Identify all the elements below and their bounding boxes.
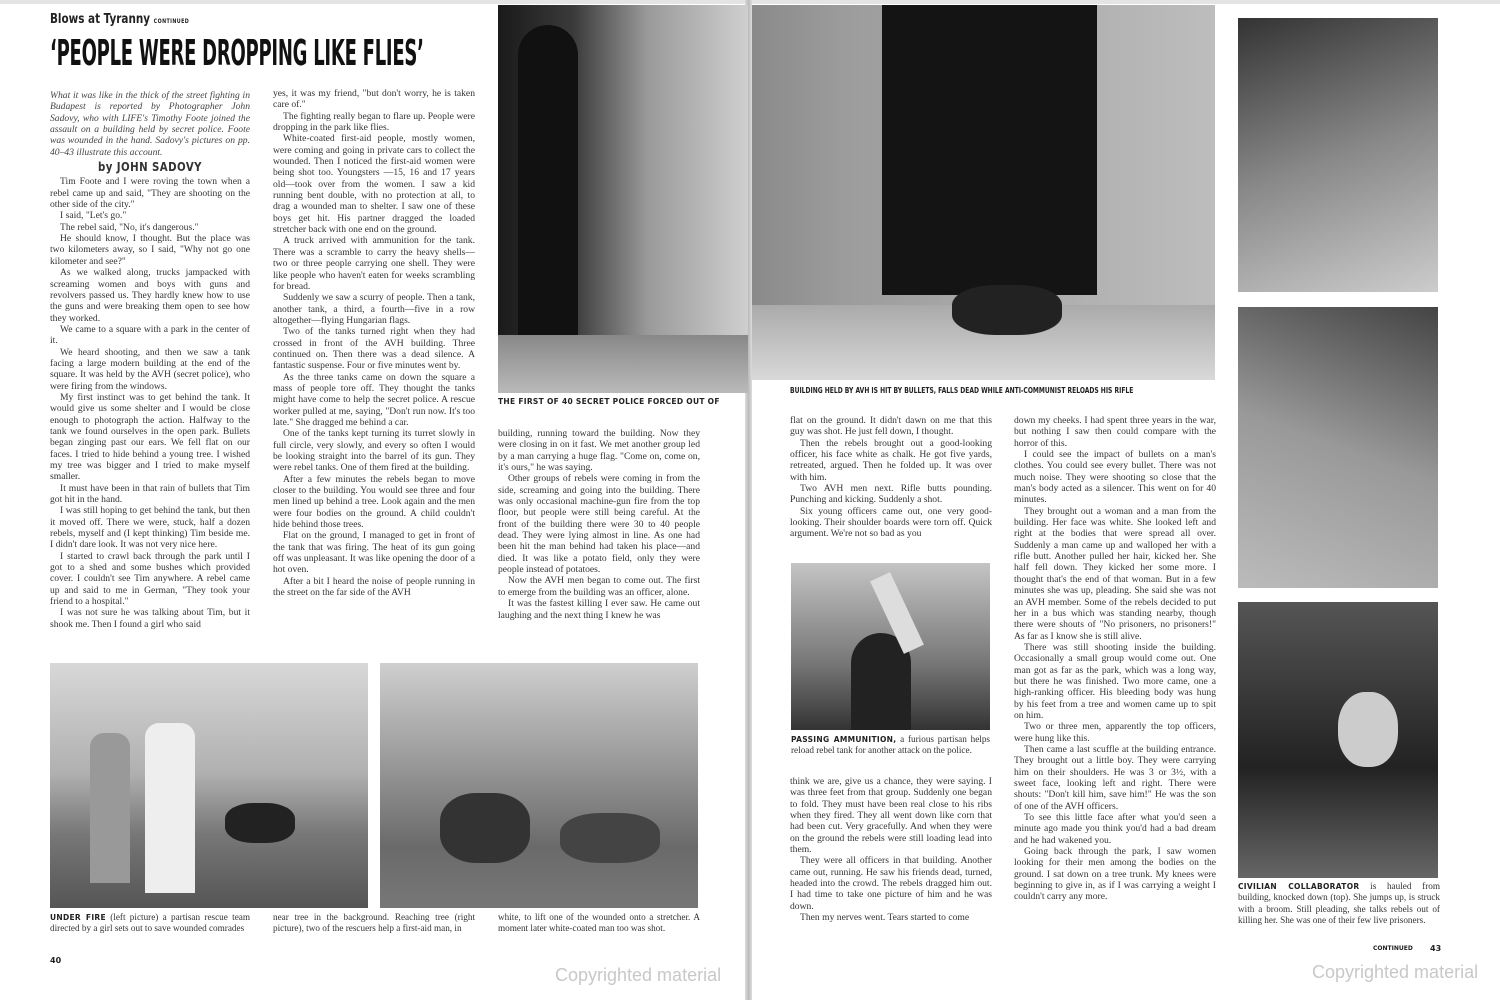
column-1	[50, 90, 250, 630]
kicker-continued: CONTINUED	[153, 18, 190, 25]
photo-caption-first-police: THE FIRST OF 40 SECRET POLICE FORCED OUT OF	[498, 397, 720, 406]
photo-under-fire-left	[50, 663, 368, 908]
paragraph: Other groups of rebels were coming in from the side, screaming and going into the building. There was only occasional machine-gun fire from the top floor, but people were still being careful. At the front of the building there were 30 to 40 people dead. They were lying almost in line. As one had been hit the man behind had taken his place—and died. It was like a potato field, only they were people instead of potatoes.	[498, 473, 700, 576]
photo-collaborator-bottom	[1238, 602, 1438, 878]
photo-avh-building	[752, 5, 1215, 380]
page-number-right: 43	[1430, 944, 1442, 953]
paragraph: To see this little face after what you'd seen a minute ago made you think you'd had a bad dream and he had wakened you.	[1014, 812, 1216, 846]
paragraph: As the three tanks came on down the square a mass of people tore off. They thought the tanks might have come to help the secret police. A rescue worker pulled at me, saying, "Don't run now. It's too late." She dragged me behind a car.	[273, 371, 475, 428]
caption-text: (left picture) a partisan rescue team directed by a girl sets out to save wounded comrades	[50, 912, 250, 934]
paragraph: My first instinct was to get behind the tank. It would give us some shelter and I would be close enough to photograph the action. Halfway to the tank we found ourselves in the open park. Bullets began zinging past our ears. We fell flat on our faces. I tried to hide behind a young tree. I wished my tree was bigger and I tried to make myself smaller.	[50, 391, 250, 483]
paragraph: Now the AVH men began to come out. The first to emerge from the building was an officer, alone.	[498, 575, 700, 598]
page-number-left: 40	[50, 956, 62, 965]
paragraph: yes, it was my friend, "but don't worry, he is taken care of."	[273, 88, 475, 111]
section-kicker	[50, 12, 189, 27]
column-4b	[790, 776, 992, 923]
photo-passing-ammunition	[791, 563, 990, 730]
paragraph: The fighting really began to flare up. People were dropping in the park like flies.	[273, 110, 475, 134]
paragraph: Flat on the ground, I managed to get in front of the tank that was firing. The heat of its gun going off was unpleasant. It was like opening the door of a hot oven.	[273, 530, 475, 576]
paragraph: down my cheeks. I had spent three years in the war, but nothing I saw then could compare with the horror of this.	[1014, 415, 1216, 449]
paragraph: A truck arrived with ammunition for the tank. There was a scramble to carry the heavy shells—two or three people carrying one shell. They were like people who haven't eaten for weeks scrambling for bread.	[273, 235, 475, 292]
caption-lead: PASSING AMMUNITION,	[791, 735, 897, 744]
paragraph: I was still hoping to get behind the tank, but then it moved off. There we were, stuck, half a dozen rebels, myself and (I kept thinking) Tim beside me. I didn't dare look. It was not very nice here.	[50, 505, 250, 551]
photo-collaborator-middle	[1238, 307, 1438, 588]
continued-label: CONTINUED	[1373, 945, 1413, 952]
paragraph: Two or three men, apparently the top officers, were hung like this.	[1014, 721, 1216, 744]
column-3	[498, 428, 700, 621]
column-4a	[790, 415, 992, 540]
paragraph: They brought out a woman and a man from the building. Her face was white. She looked left and right at the bodies that were spread all over. Suddenly a man came up and walloped her with a rifle butt. Another pulled her hair, kicked her. She half fell down. They kicked her some more. I thought that's the end of that woman. But in a few minutes she was up, pleading. She said she was not an AVH member. Some of the rebels decided to put her in a bus which was standing nearby, though there were shouts of "No prisoners, no prisoners!" As far as I know she is still alive.	[1014, 505, 1216, 642]
paragraph: After a few minutes the rebels began to move closer to the building. You would see three and four men lined up behind a tree. Look again and the men were four bodies on the ground. A child couldn't hide behind those trees.	[273, 473, 475, 531]
paragraph: We came to a square with a park in the center of it.	[50, 323, 250, 347]
paragraph: Two of the tanks turned right when they had crossed in front of the AVH building. Three continued on. Then there was a dead silence. A fantastic suspense. Four or five minutes went by.	[273, 326, 475, 372]
paragraph: I was not sure he was talking about Tim, but it shook me. Then I found a girl who said	[50, 607, 250, 630]
paragraph: It was the fastest killing I ever saw. He came out laughing and the next thing I knew he was	[498, 598, 700, 621]
paragraph: They were all officers in that building. Another came out, running. He saw his friends dead, turned, headed into the crowd. The rebels dragged him out. I had time to take one picture of him and he was down.	[790, 855, 992, 912]
paragraph: Then my nerves went. Tears started to come	[800, 912, 970, 924]
paragraph: building, running toward the building. Now they were closing in on it fast. We met another group led by a man carrying a huge flag. "Come on, come on, it's ours," he was saying.	[498, 428, 700, 474]
column-5	[1014, 415, 1216, 903]
photo-caption-building: BUILDING HELD BY AVH IS HIT BY BULLETS, FALLS DEAD WHILE ANTI-COMMUNIST RELOADS HIS RIFLE	[790, 386, 1134, 395]
photo-collaborator-top	[1238, 18, 1438, 292]
caption-passing-ammunition	[791, 734, 990, 757]
paragraph: Then the rebels brought out a good-looking officer, his face white as chalk. He got five yards, retreated, argued. Then he folded up. It was over with him.	[790, 437, 992, 483]
paragraph: Going back through the park, I saw women looking for their men among the bodies on the ground. I sat down on a tree trunk. My knees were beginning to give in, as if I was carrying a weight I couldn't carry any more.	[1014, 846, 1216, 903]
column-2	[273, 88, 475, 598]
paragraph: Tim Foote and I were roving the town when a rebel came up and said, "They are shooting on the other side of the city."	[50, 176, 250, 211]
caption-under-fire-2: near tree in the background. Reaching tree (right picture), two of the rescuers help a first-aid man, in	[273, 912, 475, 934]
paragraph: We heard shooting, and then we saw a tank facing a large modern building at the end of the square. It was held by the AVH (secret police), who were firing from the windows.	[50, 346, 250, 392]
paragraph: Six young officers came out, one very good-looking. Their shoulder boards were torn off. Quick argument. We're not so bad as you	[790, 505, 992, 540]
watermark-right: Copyrighted material	[1312, 962, 1479, 982]
headline: ‘PEOPLE WERE DROPPING LIKE FLIES’	[50, 33, 424, 74]
caption-lead: UNDER FIRE	[50, 913, 106, 922]
caption-under-fire-3: white, to lift one of the wounded onto a stretcher. A moment later white-coated man too was shot.	[498, 912, 700, 934]
caption-text: a furious partisan helps reload rebel tank for another attack on the police.	[791, 734, 990, 756]
paragraph: He should know, I thought. But the place was two kilometers away, so I said, "Why not go one kilometer and see?"	[50, 233, 250, 267]
intro-text: What it was like in the thick of the street fighting in Budapest is reported by Photographer John Sadovy, who with LIFE's Timothy Foote joined the assault on a building held by secret police. Foote was wounded in the hand. Sadovy's pictures on pp. 40–43 illustrate this account.	[50, 90, 250, 158]
paragraph: flat on the ground. It didn't dawn on me that this guy was shot. He just fell down, I thought.	[790, 415, 992, 438]
paragraph: Then came a last scuffle at the building entrance. They brought out a little boy. They were carrying him on their shoulders. He was 3 or 3½, with a sweet face, looking left and right. There were shouts: "Don't kill him, save him!" He was the son of one of the AVH officers.	[1014, 743, 1216, 812]
paragraph: White-coated first-aid people, mostly women, were coming and going in private cars to collect the wounded. Then I noticed the first-aid women were being shot too. Youngsters —15, 16 and 17 years old—took over from the women. I saw a kid running bent double, with no protection at all, to drag a wounded man to shelter. I saw one of these boys get hit. His partner dragged the loaded stretcher back with one end on the ground.	[273, 133, 475, 236]
paragraph: One of the tanks kept turning its turret slowly in full circle, very slowly, and every so often I would be looking straight into the barrel of its gun. They were rebel tanks. One of them fired at the building.	[273, 428, 475, 474]
paragraph: I could see the impact of bullets on a man's clothes. You could see every bullet. There was not much noise. They were shooting so close that the man's body acted as a silencer. This went on for 40 minutes.	[1014, 449, 1216, 506]
paragraph: I started to crawl back through the park until I got to a shed and some bushes which provided cover. I couldn't see Tim anywhere. A rebel came up and said to me in German, "They took your friend to a hospital."	[50, 550, 250, 608]
kicker-text: Blows at Tyranny	[50, 12, 151, 27]
caption-text: is hauled from building, knocked down (top). She jumps up, is struck with a broom. Still pleading, she talks rebels out of killing her. She was one of their few live prisoners.	[1238, 881, 1440, 925]
paragraph: There was still shooting inside the building. Occasionally a small group would come out. One man got as far as the park, which was a long way, but there he was finished. Two more came, one a high-ranking officer. His bleeding body was hung by his feet from a tree and women came up to spit on him.	[1014, 641, 1216, 721]
paragraph: After a bit I heard the noise of people running in the street on the far side of the AVH	[273, 575, 475, 599]
paragraph: think we are, give us a chance, they were saying. I was three feet from that group. Suddenly one began to fold. They must have been real close to his ribs when they fired. They all went down like corn that had been cut. Very gracefully. And when they were on the ground the rebels were still loading lead into them.	[790, 776, 992, 856]
watermark-left: Copyrighted material	[555, 965, 722, 985]
byline: by JOHN SADOVY	[98, 160, 202, 175]
paragraph: Two AVH men next. Rifle butts pounding. Punching and kicking. Suddenly a shot.	[790, 483, 992, 506]
photo-rebel-with-rifle	[498, 5, 748, 393]
photo-under-fire-right	[380, 663, 698, 908]
caption-under-fire-1	[50, 912, 250, 935]
caption-lead: CIVILIAN COLLABORATOR	[1238, 882, 1360, 891]
paragraph: I said, "Let's go."	[60, 210, 127, 222]
paragraph: As we walked along, trucks jampacked with screaming women and boys with guns and revolvers passed us. They hardly knew how to use the guns and were breaking them open to see how they worked.	[50, 267, 250, 324]
paragraph: Suddenly we saw a scurry of people. Then a tank, another tank, a third, a fourth—five in a row altogether—flying Hungarian flags.	[273, 292, 475, 326]
paragraph: It must have been in that rain of bullets that Tim got hit in the hand.	[50, 482, 250, 506]
paragraph: The rebel said, "No, it's dangerous."	[60, 221, 199, 233]
caption-civilian-collaborator	[1238, 881, 1440, 926]
